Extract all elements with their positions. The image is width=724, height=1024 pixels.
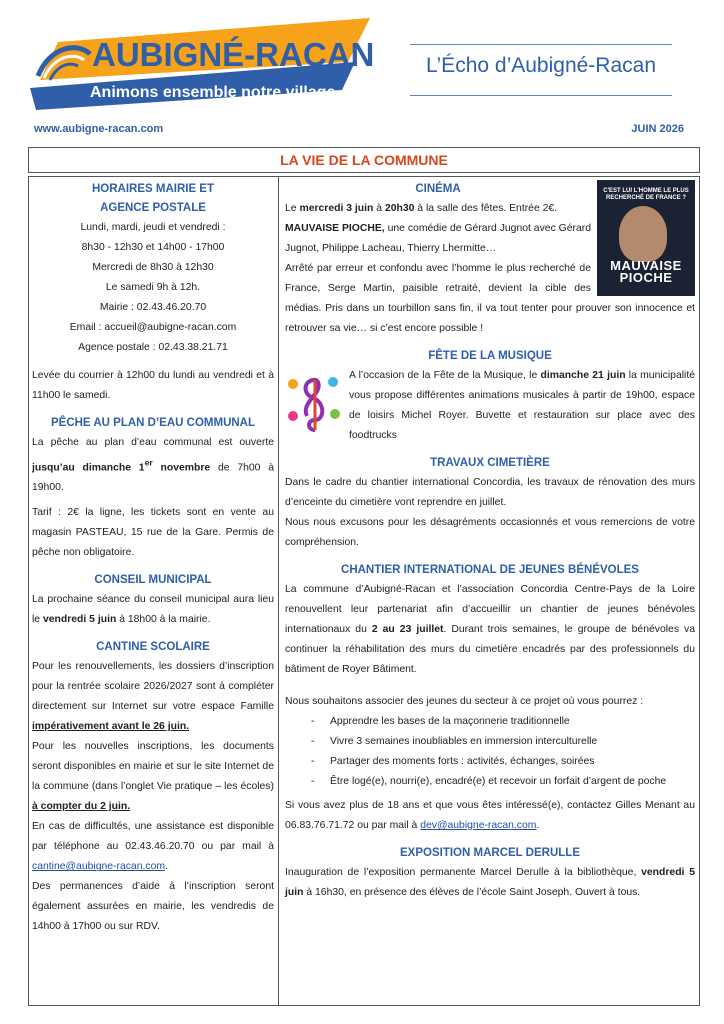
cantine-text-3: En cas de difficultés, une assistance est disponible par téléphone au 02.43.46.20.70 ou par mail à cantine@aubigne-racan.com. <box>32 821 274 873</box>
newsletter-title: L’Écho d’Aubigné-Racan <box>426 54 656 77</box>
section-banner-title: LA VIE DE LA COMMUNE <box>280 152 448 168</box>
poster-tagline: C'EST LUI L'HOMME LE PLUS RECHERCHÉ DE FRANCE ? <box>603 188 689 201</box>
cantine-text-4: Des permanences d’aide à l’inscription seront également assurées en mairie, les vendredis de 14h00 à 17h00 ou sur RDV. <box>32 881 274 933</box>
movie-poster <box>597 180 695 296</box>
conseil-text: La prochaine séance du conseil municipal aura lieu le vendredi 5 juin à 18h00 à la mairie. <box>32 594 274 626</box>
horaires-line: Le samedi 9h à 12h. <box>105 282 201 293</box>
cinema-synopsis: Arrêté par erreur et confondu avec l’homme le plus recherché de France, Serge Martin, paisible retraité, devient la cible des médias. Pris dans un tourbillon sans fin, il va tout tenter pour prouver son innocence et retrouver sa vie… si c’est encore possible ! <box>285 263 695 334</box>
peche-title: PÊCHE AU PLAN D’EAU COMMUNAL <box>50 417 256 429</box>
column-divider <box>278 176 279 1006</box>
issue-date: JUIN 2026 <box>631 123 684 135</box>
logo-title: AUBIGNÉ-RACAN <box>92 36 375 73</box>
horaires-line: 8h30 - 12h30 et 14h00 - 17h00 <box>81 242 225 253</box>
list-item: - Vivre 3 semaines inoubliables en immersion interculturelle <box>285 732 695 752</box>
expo-title: EXPOSITION MARCEL DERULLE <box>400 847 580 859</box>
cinema-film: MAUVAISE PIOCHE, une comédie de Gérard Jugnot avec Gérard Jugnot, Philippe Lacheau, Thierry Lhermitte… <box>285 223 591 254</box>
conseil-title: CONSEIL MUNICIPAL <box>94 574 212 587</box>
levee-courrier: Levée du courrier à 12h00 du lundi au vendredi et à 11h00 le samedi. <box>32 370 274 401</box>
header-rule-bottom <box>410 95 672 96</box>
agence-phone: Agence postale : 02.43.38.21.71 <box>78 342 228 353</box>
cinema-title: CINÉMA <box>415 183 461 195</box>
left-column <box>32 180 274 937</box>
website-url[interactable]: www.aubigne-racan.com <box>34 123 164 135</box>
treble-clef-icon <box>285 372 341 434</box>
peche-text-1: La pêche au plan d’eau communal est ouverte jusqu’au dimanche 1er novembre de 7h00 à 19h00. <box>32 437 274 494</box>
mairie-phone: Mairie : 02.43.46.20.70 <box>99 302 207 313</box>
expo-text: Inauguration de l’exposition permanente Marcel Derulle à la bibliothèque, vendredi 5 juin à 16h30, en présence des élèves de l’école Saint Joseph. Ouvert à tous. <box>285 867 695 898</box>
travaux-text-1: Dans le cadre du chantier international Concordia, les travaux de rénovation des murs d’enceinte du cimetière vont reprendre en juillet. <box>285 477 695 508</box>
list-item: - Être logé(e), nourri(e), encadré(e) et recevoir un forfait d’argent de poche <box>285 772 695 792</box>
chantier-text-2: Nous souhaitons associer des jeunes du secteur à ce projet où vous pourrez : <box>285 696 644 707</box>
header-rule-top <box>410 44 672 45</box>
aubigne-racan-logo <box>30 18 375 110</box>
cantine-text-1: Pour les renouvellements, les dossiers d’inscription pour la rentrée scolaire 2026/2027 sont à compléter directement sur Internet sur votre espace Famille impérativement avant le 26 juin. <box>32 661 274 733</box>
right-column <box>285 180 695 903</box>
musique-text: A l’occasion de la Fête de la Musique, le dimanche 21 juin la municipalité vous propose différentes animations musicales à partir de 19h00, espace de loisirs Michel Royer. Buvette et restauration sur place avec des foodtrucks <box>349 370 696 441</box>
chantier-text-1: La commune d’Aubigné-Racan et l’association Concordia Centre-Pays de la Loire renouvellent leur partenariat afin d’accueillir un chantier de jeunes bénévoles internationaux du 2 au 23 juillet. Durant trois semaines, le groupe de bénévoles va continuer la réhabilitation des murs du cimetière encadrés par des professionnels du bâtiment de Royer Bâtiment. <box>285 584 695 675</box>
peche-text-2: Tarif : 2€ la ligne, les tickets sont en vente au magasin PASTEAU, 15 rue de la Gare. Permis de pêche non obligatoire. <box>32 507 274 559</box>
chantier-list <box>285 712 695 792</box>
cantine-email-link[interactable]: cantine@aubigne-racan.com <box>32 861 166 873</box>
cinema-date: Le mercredi 3 juin à 20h30 à la salle des fêtes. Entrée 2€. <box>285 203 558 214</box>
poster-title: MAUVAISE PIOCHE <box>610 258 682 285</box>
logo-tagline: Animons ensemble notre village <box>90 84 336 101</box>
chantier-contact: Si vous avez plus de 18 ans et que vous êtes intéressé(e), contactez Gilles Menant au 06.83.76.71.72 ou par mail à dev@aubigne-racan.com. <box>285 800 695 831</box>
cantine-title: CANTINE SCOLAIRE <box>96 641 210 654</box>
horaires-line: Lundi, mardi, jeudi et vendredi : <box>80 222 226 233</box>
musique-title: FÊTE DE LA MUSIQUE <box>428 350 552 362</box>
chantier-title: CHANTIER INTERNATIONAL DE JEUNES BÉNÉVOLES <box>341 564 639 576</box>
list-item: - Partager des moments forts : activités, échanges, soirées <box>285 752 695 772</box>
section-banner <box>28 147 700 173</box>
travaux-text-2: Nous nous excusons pour les désagréments occasionnés et vous remercions de votre compréhension. <box>285 517 695 548</box>
mairie-email: Email : accueil@aubigne-racan.com <box>69 322 237 333</box>
horaires-title-2: AGENCE POSTALE <box>100 202 206 214</box>
list-item: - Apprendre les bases de la maçonnerie traditionnelle <box>285 712 695 732</box>
horaires-line: Mercredi de 8h30 à 12h30 <box>92 262 214 273</box>
travaux-title: TRAVAUX CIMETIÈRE <box>430 457 550 469</box>
cantine-text-2: Pour les nouvelles inscriptions, les documents seront disponibles en mairie et sur le site Internet de la commune (dans l’onglet Vie pratique – les écoles) à compter du 2 juin. <box>32 741 274 813</box>
dev-email-link[interactable]: dev@aubigne-racan.com <box>420 820 537 831</box>
poster-portrait <box>619 206 667 262</box>
horaires-title-1: HORAIRES MAIRIE ET <box>91 183 215 195</box>
